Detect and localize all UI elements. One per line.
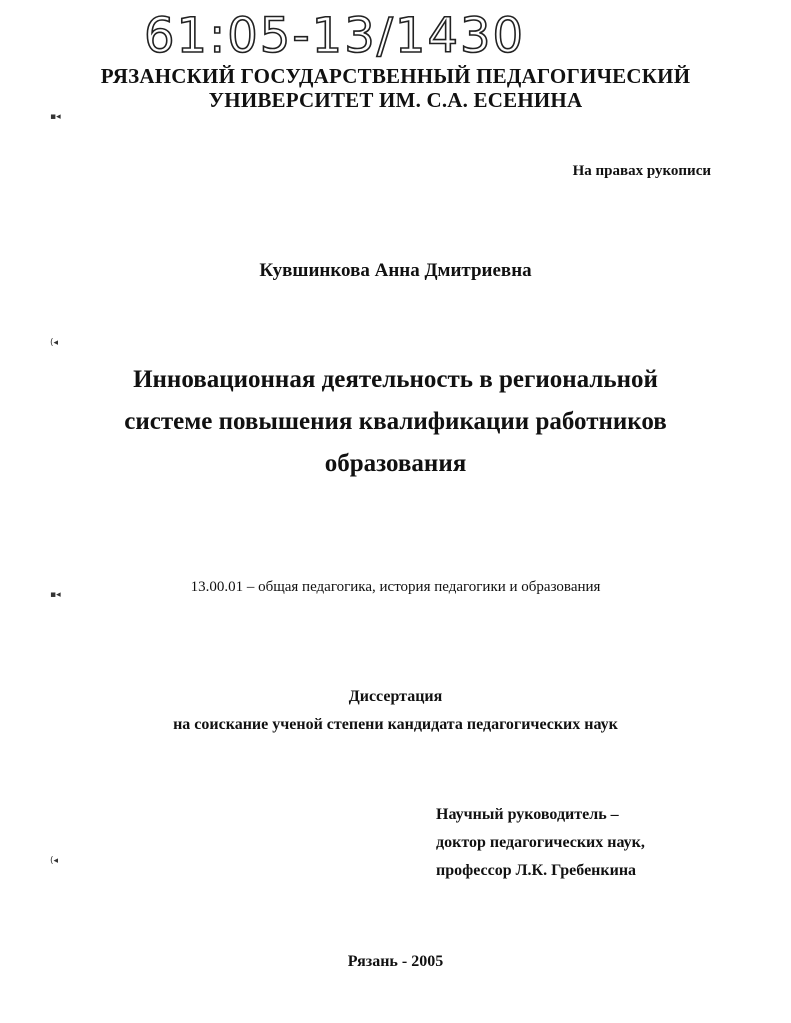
dissertation-block xyxy=(0,683,791,739)
scan-mark: (◂ xyxy=(50,338,59,348)
university-name-line-1: РЯЗАНСКИЙ ГОСУДАРСТВЕННЫЙ ПЕДАГОГИЧЕСКИЙ xyxy=(100,64,691,88)
university-name xyxy=(0,64,791,112)
advisor-role: Научный руководитель – xyxy=(436,806,619,823)
title-line-1: Инновационная деятельность в региональной xyxy=(133,366,658,393)
city-year: Рязань - 2005 xyxy=(347,953,444,970)
dissertation-title xyxy=(0,359,791,485)
dissertation-label: Диссертация xyxy=(348,688,443,705)
title-line-3: образования xyxy=(324,450,467,477)
scan-mark: ▪◂ xyxy=(50,112,61,122)
advisor-degree: доктор педагогических наук, xyxy=(436,834,645,851)
advisor-block xyxy=(436,801,645,885)
scan-mark: ▪◂ xyxy=(50,590,61,600)
scan-mark: (◂ xyxy=(50,856,59,866)
svg-text:61:05-13/1430: 61:05-13/1430 xyxy=(144,8,526,64)
university-name-line-2: УНИВЕРСИТЕТ ИМ. С.А. ЕСЕНИНА xyxy=(208,88,583,112)
specialty-code: 13.00.01 – общая педагогика, история педагогики и образования xyxy=(190,579,601,595)
handwritten-catalog-number xyxy=(140,6,580,64)
title-line-2: системе повышения квалификации работников xyxy=(124,408,667,435)
rights-note: На правах рукописи xyxy=(572,163,711,179)
advisor-name: профессор Л.К. Гребенкина xyxy=(436,862,637,879)
degree-text: на соискание ученой степени кандидата педагогических наук xyxy=(173,716,618,733)
author-name: Кувшинкова Анна Дмитриевна xyxy=(259,260,532,281)
